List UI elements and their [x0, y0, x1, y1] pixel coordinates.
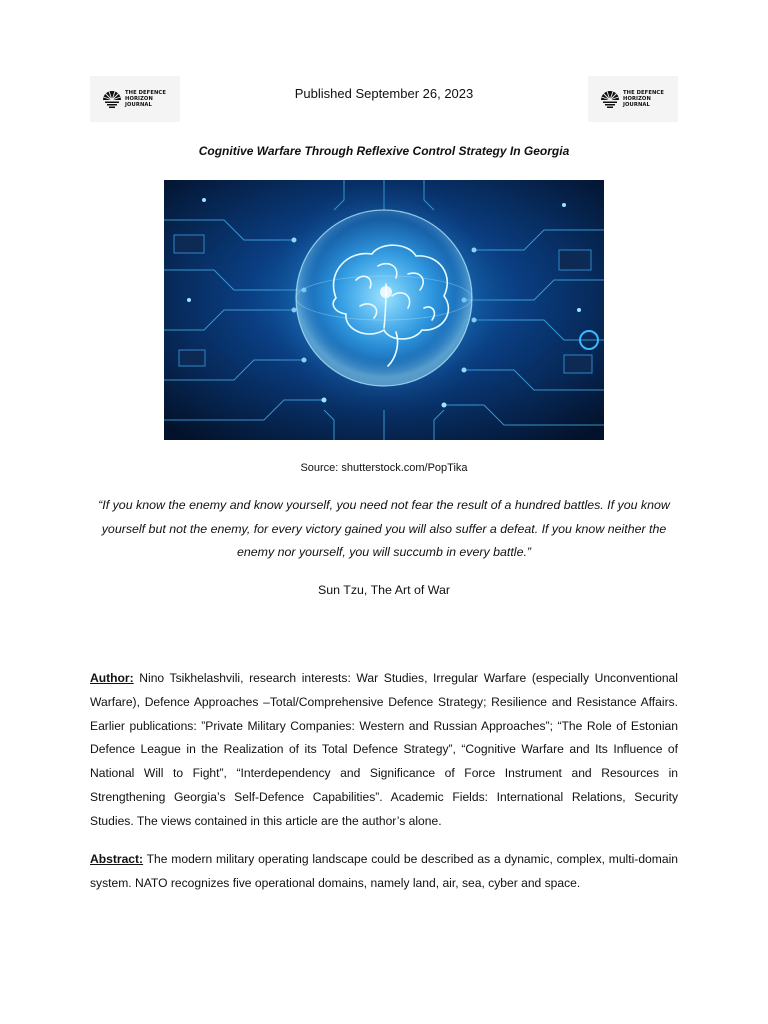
brain-circuit-illustration	[164, 180, 604, 440]
published-date: Published September 26, 2023	[294, 86, 474, 101]
article-title: Cognitive Warfare Through Reflexive Control Strategy In Georgia	[198, 144, 570, 158]
logo-wordmark: THE DEFENCE HORIZON JOURNAL	[623, 90, 664, 108]
quote-attribution: Sun Tzu, The Art of War	[318, 583, 450, 597]
author-label: Author:	[90, 671, 134, 686]
brain-circuit-image	[164, 180, 604, 440]
image-source-caption: Source: shutterstock.com/PopTika	[300, 462, 468, 474]
abstract-label: Abstract:	[90, 852, 144, 867]
abstract-paragraph	[90, 848, 678, 896]
author-bio: Nino Tsikhelashvili, research interests: War Studies, Irregular Warfare (especially Unconventional Warfare), Defence Approaches –Total/Comprehensive Defence Strategy; Resilience and Resistance Affairs. Earlier publications: ”Private Military Companies: Western and Russian Approaches”; “The Role of Estonian Defence League in the Realization of its Total Defence Strategy”, “Cognitive Warfare and Its Influence of National Will to Fight”, “Interdependency and Significance of Force Instrument and Resources in Strengthening Georgia’s Self-Defence Capabilities”. Academic Fields: International Relations, Security Studies. The views contained in this article are the author’s alone.	[90, 671, 678, 828]
logo-wordmark: THE DEFENCE HORIZON JOURNAL	[125, 90, 166, 108]
sunburst-logo-icon	[600, 89, 620, 109]
author-paragraph	[90, 667, 678, 834]
journal-logo-right	[588, 76, 678, 122]
abstract-text: The modern military operating landscape could be described as a dynamic, complex, multi-domain system. NATO recognizes five operational domains, namely land, air, sea, cyber and space.	[90, 852, 678, 890]
epigraph-quote: “If you know the enemy and know yourself, you need not fear the result of a hundred battles. If you know yourself but not the enemy, for every victory gained you will also suffer a defeat. If you know neither the enemy nor yourself, you will succumb in every battle.”	[98, 498, 670, 559]
